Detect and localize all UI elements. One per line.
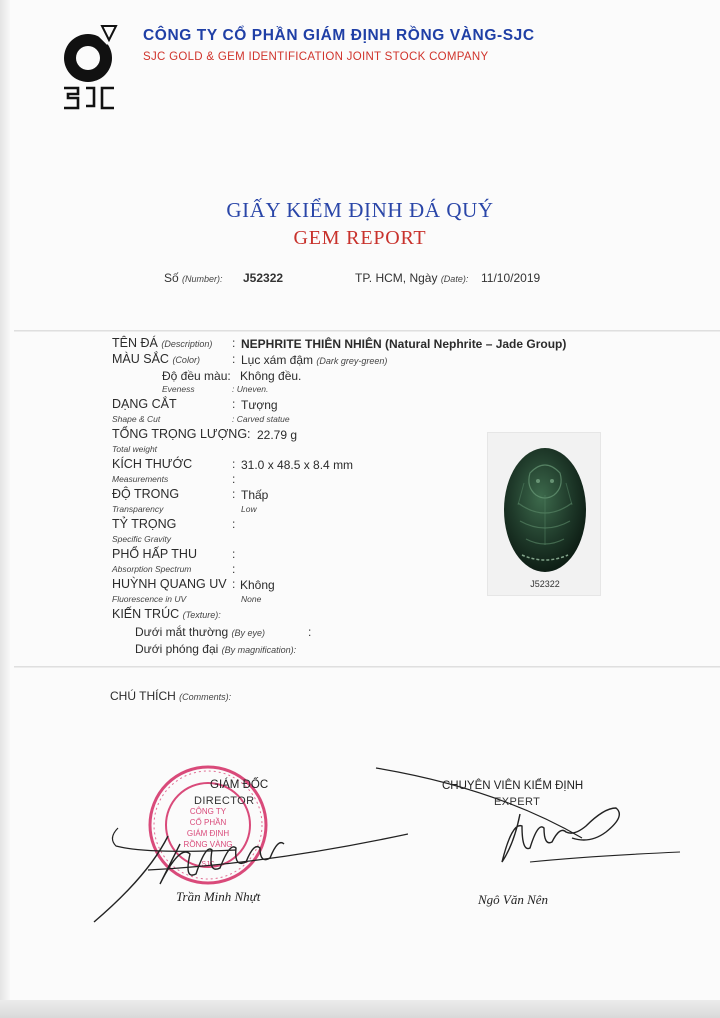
paper-fold <box>14 666 720 668</box>
svg-text:GIÁM ĐỊNH: GIÁM ĐỊNH <box>186 829 230 838</box>
photo-caption: J52322 <box>530 579 560 589</box>
report-number-label: Số (Number): <box>164 271 223 285</box>
report-title-vn: GIẤY KIỂM ĐỊNH ĐÁ QUÝ <box>226 198 494 222</box>
separator: : <box>232 457 236 471</box>
director-signature <box>88 808 408 928</box>
shape-sub-label: Shape & Cut <box>112 414 161 424</box>
spectrum-label: PHỔ HẤP THU <box>112 547 197 561</box>
expert-signature <box>370 762 690 872</box>
description-value: NEPHRITE THIÊN NHIÊN (Natural Nephrite – Jade Group) <box>241 337 567 351</box>
color-label: MÀU SẮC (Color) <box>112 352 200 366</box>
uv-sub-value: None <box>241 594 262 604</box>
by-magnification-label: Dưới phóng đại (By magnification): <box>135 642 297 656</box>
transparency-sub-label: Transparency <box>112 504 164 514</box>
uv-sub-label: Fluorescence in UV <box>112 594 187 604</box>
separator: : <box>232 336 236 350</box>
separator: : <box>232 577 236 591</box>
evenness-sub-label: Eveness <box>162 384 195 394</box>
separator: : <box>232 517 236 531</box>
company-name-en: SJC GOLD & GEM IDENTIFICATION JOINT STOCK COMPANY <box>143 51 489 63</box>
separator: : <box>232 562 236 576</box>
uv-value: Không <box>240 578 275 592</box>
director-name: Trần Minh Nhựt <box>176 889 261 904</box>
separator: : <box>308 625 312 639</box>
svg-text:RỒNG VÀNG: RỒNG VÀNG <box>183 840 233 849</box>
description-label: TÊN ĐÁ (Description) <box>112 336 213 350</box>
gravity-sub-label: Specific Gravity <box>112 534 172 544</box>
evenness-sub-value: : Uneven. <box>232 384 269 394</box>
color-value: Lục xám đậm (Dark grey-green) <box>241 353 388 367</box>
director-role-vn: GIÁM ĐỐC <box>210 779 269 791</box>
weight-sub-label: Total weight <box>112 444 158 454</box>
separator: : <box>232 547 236 561</box>
uv-label: HUỲNH QUANG UV <box>112 577 227 591</box>
separator: : <box>232 472 236 486</box>
shape-value: Tượng <box>241 398 278 412</box>
report-number: J52322 <box>243 271 284 285</box>
svg-text:SJC: SJC <box>201 861 215 868</box>
expert-role-en: EXPERT <box>494 796 541 808</box>
separator: : <box>232 397 236 411</box>
expert-role-vn: CHUYÊN VIÊN KIỂM ĐỊNH <box>442 780 584 792</box>
sjc-logo <box>58 22 122 112</box>
shape-sub-value: : Carved statue <box>232 414 290 424</box>
paper-fold <box>14 330 720 332</box>
weight-value: 22.79 g <box>257 428 298 442</box>
company-name-vn: CÔNG TY CỔ PHẦN GIÁM ĐỊNH RỒNG VÀNG-SJC <box>143 27 535 44</box>
director-role-en: DIRECTOR <box>194 795 255 807</box>
separator: : <box>232 487 236 501</box>
paper-edge <box>0 0 10 1018</box>
texture-label: KIẾN TRÚC (Texture): <box>112 607 221 621</box>
measurements-sub-label: Measurements <box>112 474 169 484</box>
expert-name: Ngô Văn Nên <box>478 892 549 907</box>
weight-label: TỔNG TRỌNG LƯỢNG: <box>112 427 251 441</box>
evenness-label: Độ đều màu: <box>162 369 231 383</box>
report-date-label: TP. HCM, Ngày (Date): <box>355 271 469 285</box>
report-date: 11/10/2019 <box>481 271 541 285</box>
spectrum-sub-label: Absorption Spectrum <box>112 564 192 574</box>
paper-bottom-edge <box>0 1000 720 1018</box>
gem-photo <box>487 432 601 596</box>
shape-label: DẠNG CẮT <box>112 397 177 411</box>
transparency-value: Thấp <box>241 488 269 502</box>
gravity-label: TỶ TRỌNG <box>112 517 177 531</box>
svg-text:CỔ PHẦN: CỔ PHẦN <box>189 818 227 827</box>
by-eye-label: Dưới mắt thường (By eye) <box>135 625 266 639</box>
transparency-label: ĐỘ TRONG <box>112 487 180 501</box>
report-title-en: GEM REPORT <box>293 227 427 249</box>
transparency-sub-value: Low <box>241 504 257 514</box>
comments-label: CHÚ THÍCH (Comments): <box>110 689 232 703</box>
evenness-value: Không đều. <box>240 369 302 383</box>
svg-text:CÔNG TY: CÔNG TY <box>189 807 227 816</box>
jade-statue-image <box>500 443 590 577</box>
separator: : <box>232 352 236 366</box>
measurements-label: KÍCH THƯỚC <box>112 457 193 471</box>
measurements-value: 31.0 x 48.5 x 8.4 mm <box>241 458 354 472</box>
